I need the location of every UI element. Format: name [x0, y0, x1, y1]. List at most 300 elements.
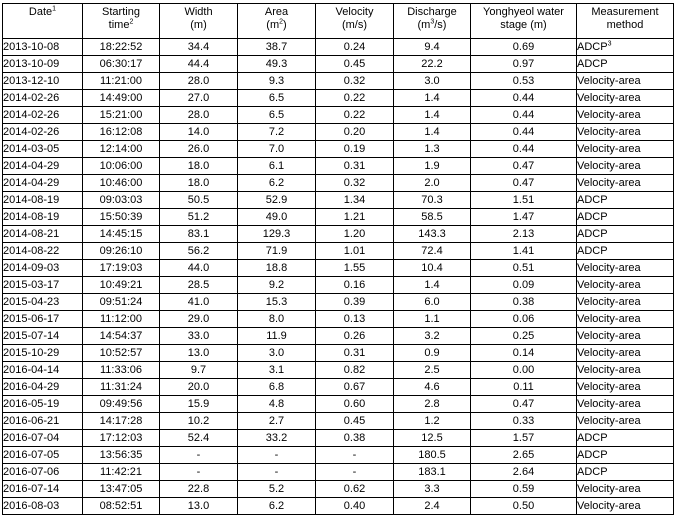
discharge-cell-value: 70.3	[421, 193, 443, 206]
width-cell	[160, 294, 238, 311]
time-cell-value: 18:22:52	[99, 40, 143, 53]
width-cell-value: 18.0	[187, 159, 210, 172]
area-cell	[238, 413, 316, 430]
time-cell	[83, 277, 160, 294]
area-cell	[238, 141, 316, 158]
discharge-cell-value: 180.5	[418, 448, 446, 461]
width-cell	[160, 209, 238, 226]
date-cell-value: 2014-02-26	[3, 108, 60, 121]
time-cell	[83, 243, 160, 260]
column-header	[471, 4, 577, 39]
water-stage-cell	[471, 311, 577, 328]
velocity-cell	[316, 396, 394, 413]
time-cell-value: 11:33:06	[99, 363, 142, 376]
velocity-cell-value: 0.60	[343, 397, 366, 410]
velocity-cell	[316, 430, 394, 447]
date-cell-value: 2016-06-21	[3, 414, 60, 427]
velocity-cell	[316, 328, 394, 345]
time-cell-value: 11:12:00	[99, 312, 142, 325]
column-header-unit: )	[283, 19, 287, 31]
area-cell	[238, 362, 316, 379]
area-cell-value: 5.2	[268, 482, 285, 495]
date-cell-value: 2014-08-21	[3, 227, 60, 240]
velocity-cell	[316, 141, 394, 158]
velocity-cell	[316, 226, 394, 243]
width-cell-value: 26.0	[187, 142, 210, 155]
width-cell-value: -	[196, 448, 201, 461]
width-cell-value: 13.0	[187, 499, 210, 512]
area-cell	[238, 260, 316, 277]
area-cell-value: 6.2	[268, 499, 285, 512]
date-cell	[3, 158, 83, 175]
column-header-label: Yonghyeol water	[483, 6, 564, 18]
table-row	[3, 311, 674, 328]
discharge-cell	[394, 328, 471, 345]
water-stage-cell-value: 0.44	[512, 108, 535, 121]
velocity-cell	[316, 107, 394, 124]
area-cell-value: 49.3	[265, 57, 288, 70]
water-stage-cell	[471, 447, 577, 464]
water-stage-cell-value: 0.69	[512, 40, 535, 53]
table-row	[3, 158, 674, 175]
method-cell-value: Velocity-area	[577, 278, 641, 291]
column-header-unit: (m)	[190, 19, 207, 31]
table-header-row	[3, 4, 674, 39]
time-cell	[83, 362, 160, 379]
column-header-label: Width	[184, 6, 213, 18]
discharge-cell-value: 6.0	[424, 295, 440, 308]
column-header	[577, 4, 674, 39]
discharge-cell	[394, 175, 471, 192]
velocity-cell	[316, 73, 394, 90]
discharge-cell	[394, 362, 471, 379]
discharge-cell-value: 2.0	[424, 176, 440, 189]
area-cell	[238, 294, 316, 311]
discharge-cell-value: 1.1	[424, 312, 440, 325]
water-stage-cell	[471, 277, 577, 294]
date-cell-value: 2016-07-04	[3, 431, 60, 444]
column-header	[394, 4, 471, 39]
discharge-cell-value: 12.5	[421, 431, 443, 444]
date-cell-value: 2016-08-03	[3, 499, 60, 512]
date-cell	[3, 260, 83, 277]
time-cell	[83, 328, 160, 345]
date-cell	[3, 192, 83, 209]
discharge-cell-value: 1.4	[424, 108, 440, 121]
area-cell-value: 9.2	[268, 278, 285, 291]
width-cell-value: 15.9	[187, 397, 210, 410]
area-cell-value: 38.7	[265, 40, 288, 53]
area-cell-value: 7.2	[268, 125, 285, 138]
table-row	[3, 124, 674, 141]
date-cell	[3, 243, 83, 260]
discharge-cell	[394, 294, 471, 311]
velocity-cell	[316, 175, 394, 192]
velocity-cell	[316, 294, 394, 311]
velocity-cell-value: 0.20	[343, 125, 366, 138]
method-cell-value: Velocity-area	[577, 176, 641, 189]
width-cell-value: -	[196, 465, 201, 478]
velocity-cell-value: 0.62	[343, 482, 366, 495]
discharge-cell	[394, 158, 471, 175]
table-row	[3, 141, 674, 158]
discharge-cell	[394, 430, 471, 447]
column-header-unit: stage (m)	[500, 19, 547, 31]
area-cell	[238, 430, 316, 447]
width-cell-value: 27.0	[187, 91, 210, 104]
method-cell-value: Velocity-area	[577, 397, 641, 410]
date-cell-value: 2014-08-22	[3, 244, 60, 257]
water-stage-cell	[471, 379, 577, 396]
table-row	[3, 90, 674, 107]
method-cell-value: Velocity-area	[577, 261, 641, 274]
time-cell	[83, 294, 160, 311]
area-cell	[238, 447, 316, 464]
time-cell	[83, 39, 160, 56]
water-stage-cell-value: 0.53	[512, 74, 535, 87]
width-cell	[160, 498, 238, 515]
width-cell-value: 28.5	[187, 278, 210, 291]
width-cell	[160, 124, 238, 141]
time-cell	[83, 56, 160, 73]
water-stage-cell	[471, 260, 577, 277]
width-cell	[160, 90, 238, 107]
table-body	[3, 39, 674, 515]
area-cell-value: 3.1	[268, 363, 285, 376]
width-cell	[160, 107, 238, 124]
time-cell-value: 14:45:15	[99, 227, 143, 240]
date-cell	[3, 396, 83, 413]
velocity-cell	[316, 498, 394, 515]
time-cell-value: 17:12:03	[99, 431, 143, 444]
water-stage-cell-value: 0.44	[512, 125, 535, 138]
velocity-cell	[316, 447, 394, 464]
width-cell-value: 83.1	[187, 227, 210, 240]
method-cell	[577, 107, 674, 124]
velocity-cell-value: 0.19	[343, 142, 366, 155]
method-cell-value: Velocity-area	[577, 74, 641, 87]
time-cell-value: 11:21:00	[99, 74, 142, 87]
method-cell	[577, 209, 674, 226]
area-cell-value: 49.0	[265, 210, 288, 223]
table-row	[3, 260, 674, 277]
time-cell	[83, 413, 160, 430]
method-cell	[577, 345, 674, 362]
discharge-cell-value: 1.9	[424, 159, 440, 172]
water-stage-cell-value: 0.47	[512, 397, 535, 410]
time-cell-value: 13:47:05	[99, 482, 143, 495]
date-cell-value: 2016-04-29	[3, 380, 60, 393]
time-cell-value: 16:12:08	[99, 125, 143, 138]
method-cell-value: ADCP	[577, 448, 608, 461]
velocity-cell-value: 1.34	[343, 193, 366, 206]
method-cell	[577, 124, 674, 141]
area-cell-value: 6.8	[268, 380, 285, 393]
water-stage-cell	[471, 243, 577, 260]
method-cell	[577, 39, 674, 56]
width-cell	[160, 277, 238, 294]
velocity-cell-value: 0.67	[343, 380, 366, 393]
width-cell	[160, 311, 238, 328]
water-stage-cell-value: 0.47	[512, 176, 535, 189]
velocity-cell-value: -	[352, 448, 357, 461]
velocity-cell-value: 0.24	[343, 40, 366, 53]
width-cell	[160, 73, 238, 90]
width-cell-value: 50.5	[187, 193, 210, 206]
velocity-cell	[316, 464, 394, 481]
date-cell	[3, 379, 83, 396]
date-cell-value: 2016-07-06	[3, 465, 60, 478]
discharge-cell-value: 3.0	[424, 74, 440, 87]
method-cell	[577, 447, 674, 464]
method-cell-value: ADCP	[577, 210, 608, 223]
discharge-cell	[394, 379, 471, 396]
column-header-label: Measurement	[591, 6, 659, 18]
width-cell	[160, 158, 238, 175]
time-cell-value: 10:06:00	[99, 159, 143, 172]
velocity-cell-value: 0.32	[343, 74, 366, 87]
method-cell	[577, 481, 674, 498]
velocity-cell-value: 0.82	[343, 363, 366, 376]
date-cell	[3, 328, 83, 345]
discharge-cell	[394, 413, 471, 430]
width-cell	[160, 379, 238, 396]
area-cell-value: 7.0	[268, 142, 285, 155]
width-cell-value: 52.4	[187, 431, 210, 444]
date-cell	[3, 39, 83, 56]
date-cell	[3, 56, 83, 73]
velocity-cell	[316, 158, 394, 175]
area-cell-value: -	[274, 448, 279, 461]
time-cell-value: 09:26:10	[99, 244, 143, 257]
water-stage-cell	[471, 294, 577, 311]
width-cell-value: 18.0	[187, 176, 210, 189]
time-cell-value: 10:49:21	[99, 278, 143, 291]
date-cell-value: 2014-04-29	[3, 159, 60, 172]
column-header-label: Discharge	[407, 6, 457, 18]
width-cell	[160, 175, 238, 192]
table-row	[3, 413, 674, 430]
column-header-superscript: 3	[430, 18, 435, 26]
width-cell-value: 44.4	[187, 57, 210, 70]
time-cell-value: 15:21:00	[99, 108, 143, 121]
velocity-cell	[316, 379, 394, 396]
date-cell	[3, 430, 83, 447]
time-cell	[83, 430, 160, 447]
width-cell-value: 22.8	[187, 482, 210, 495]
water-stage-cell	[471, 158, 577, 175]
width-cell	[160, 192, 238, 209]
area-cell-value: 52.9	[265, 193, 288, 206]
width-cell	[160, 413, 238, 430]
velocity-cell-value: 1.20	[343, 227, 366, 240]
time-cell	[83, 73, 160, 90]
discharge-cell	[394, 243, 471, 260]
date-cell-value: 2014-08-19	[3, 210, 60, 223]
table-row	[3, 277, 674, 294]
date-cell-value: 2015-04-23	[3, 295, 60, 308]
area-cell	[238, 209, 316, 226]
velocity-cell-value: 1.01	[343, 244, 366, 257]
velocity-cell	[316, 413, 394, 430]
date-cell	[3, 141, 83, 158]
date-cell	[3, 311, 83, 328]
method-cell	[577, 226, 674, 243]
discharge-cell	[394, 73, 471, 90]
velocity-cell	[316, 90, 394, 107]
method-cell	[577, 175, 674, 192]
discharge-cell	[394, 56, 471, 73]
area-cell-value: 11.9	[266, 329, 287, 342]
discharge-cell-value: 72.4	[421, 244, 443, 257]
area-cell	[238, 396, 316, 413]
date-cell-value: 2013-10-09	[3, 57, 60, 70]
water-stage-cell-value: 0.09	[512, 278, 535, 291]
area-cell	[238, 311, 316, 328]
date-cell	[3, 447, 83, 464]
date-cell	[3, 345, 83, 362]
area-cell-value: 18.8	[265, 261, 288, 274]
velocity-cell-value: 1.55	[343, 261, 366, 274]
area-cell-value: 8.0	[268, 312, 285, 325]
date-cell	[3, 175, 83, 192]
table-row	[3, 464, 674, 481]
width-cell-value: 28.0	[187, 74, 210, 87]
date-cell	[3, 107, 83, 124]
water-stage-cell	[471, 464, 577, 481]
discharge-cell-value: 0.9	[424, 346, 440, 359]
velocity-cell-value: 0.13	[343, 312, 366, 325]
method-cell	[577, 396, 674, 413]
discharge-cell-value: 3.3	[424, 482, 440, 495]
time-cell-value: 12:14:00	[99, 142, 143, 155]
table-row	[3, 481, 674, 498]
area-cell-value: 6.5	[268, 108, 285, 121]
column-header-unit: time	[108, 19, 130, 31]
date-cell	[3, 226, 83, 243]
time-cell	[83, 498, 160, 515]
velocity-cell-value: 0.32	[343, 176, 366, 189]
column-header	[83, 4, 160, 39]
discharge-cell-value: 9.4	[424, 40, 440, 53]
area-cell	[238, 464, 316, 481]
method-cell	[577, 362, 674, 379]
width-cell	[160, 362, 238, 379]
method-cell	[577, 294, 674, 311]
velocity-cell-value: 0.26	[343, 329, 366, 342]
water-stage-cell	[471, 124, 577, 141]
water-stage-cell	[471, 56, 577, 73]
velocity-cell-value: 0.22	[343, 91, 366, 104]
method-cell	[577, 158, 674, 175]
method-cell-value: Velocity-area	[577, 91, 641, 104]
velocity-cell-value: 0.38	[343, 431, 366, 444]
velocity-cell	[316, 124, 394, 141]
date-cell	[3, 498, 83, 515]
discharge-cell	[394, 345, 471, 362]
water-stage-cell	[471, 226, 577, 243]
method-cell-value: ADCP	[577, 244, 608, 257]
area-cell-value: 129.3	[262, 227, 291, 240]
time-cell-value: 17:19:03	[99, 261, 143, 274]
area-cell-value: 6.5	[268, 91, 285, 104]
date-cell	[3, 209, 83, 226]
date-cell	[3, 294, 83, 311]
date-cell-value: 2013-12-10	[3, 74, 60, 87]
table-row	[3, 192, 674, 209]
method-cell-value: Velocity-area	[577, 329, 641, 342]
column-header-unit: (m	[266, 19, 280, 31]
time-cell	[83, 260, 160, 277]
area-cell	[238, 345, 316, 362]
water-stage-cell	[471, 362, 577, 379]
method-cell	[577, 73, 674, 90]
date-cell-value: 2016-05-19	[3, 397, 60, 410]
date-cell-value: 2015-06-17	[3, 312, 60, 325]
width-cell-value: 13.0	[187, 346, 210, 359]
water-stage-cell	[471, 430, 577, 447]
table-row	[3, 39, 674, 56]
method-cell-value: Velocity-area	[577, 142, 641, 155]
method-cell-value: ADCP	[577, 40, 608, 53]
width-cell	[160, 481, 238, 498]
area-cell-value: 9.3	[268, 74, 285, 87]
method-cell	[577, 141, 674, 158]
method-cell-value: ADCP	[577, 227, 608, 240]
method-cell-value: Velocity-area	[577, 312, 641, 325]
discharge-cell-value: 1.4	[424, 278, 440, 291]
date-cell-value: 2015-07-14	[3, 329, 60, 342]
area-cell	[238, 379, 316, 396]
width-cell	[160, 141, 238, 158]
area-cell	[238, 277, 316, 294]
discharge-measurement-table	[2, 3, 674, 515]
area-cell	[238, 243, 316, 260]
water-stage-cell-value: 0.00	[512, 363, 535, 376]
method-cell	[577, 192, 674, 209]
table-row	[3, 447, 674, 464]
water-stage-cell-value: 2.64	[512, 465, 535, 478]
width-cell-value: 41.0	[187, 295, 210, 308]
width-cell	[160, 243, 238, 260]
water-stage-cell-value: 0.06	[512, 312, 535, 325]
time-cell	[83, 481, 160, 498]
method-cell-value: Velocity-area	[577, 380, 641, 393]
time-cell	[83, 226, 160, 243]
time-cell	[83, 464, 160, 481]
column-header-superscript: 2	[279, 18, 284, 26]
method-cell-value: Velocity-area	[577, 363, 641, 376]
water-stage-cell	[471, 498, 577, 515]
width-cell	[160, 39, 238, 56]
column-header	[3, 4, 83, 39]
velocity-cell-value: 0.22	[343, 108, 366, 121]
time-cell-value: 10:46:00	[99, 176, 143, 189]
width-cell	[160, 260, 238, 277]
width-cell	[160, 226, 238, 243]
water-stage-cell-value: 0.44	[512, 142, 535, 155]
discharge-cell	[394, 39, 471, 56]
time-cell	[83, 175, 160, 192]
time-cell	[83, 192, 160, 209]
width-cell-value: 10.2	[187, 414, 210, 427]
width-cell	[160, 447, 238, 464]
discharge-cell-value: 4.6	[424, 380, 440, 393]
area-cell	[238, 192, 316, 209]
method-cell	[577, 498, 674, 515]
area-cell	[238, 498, 316, 515]
water-stage-cell-value: 2.65	[512, 448, 535, 461]
